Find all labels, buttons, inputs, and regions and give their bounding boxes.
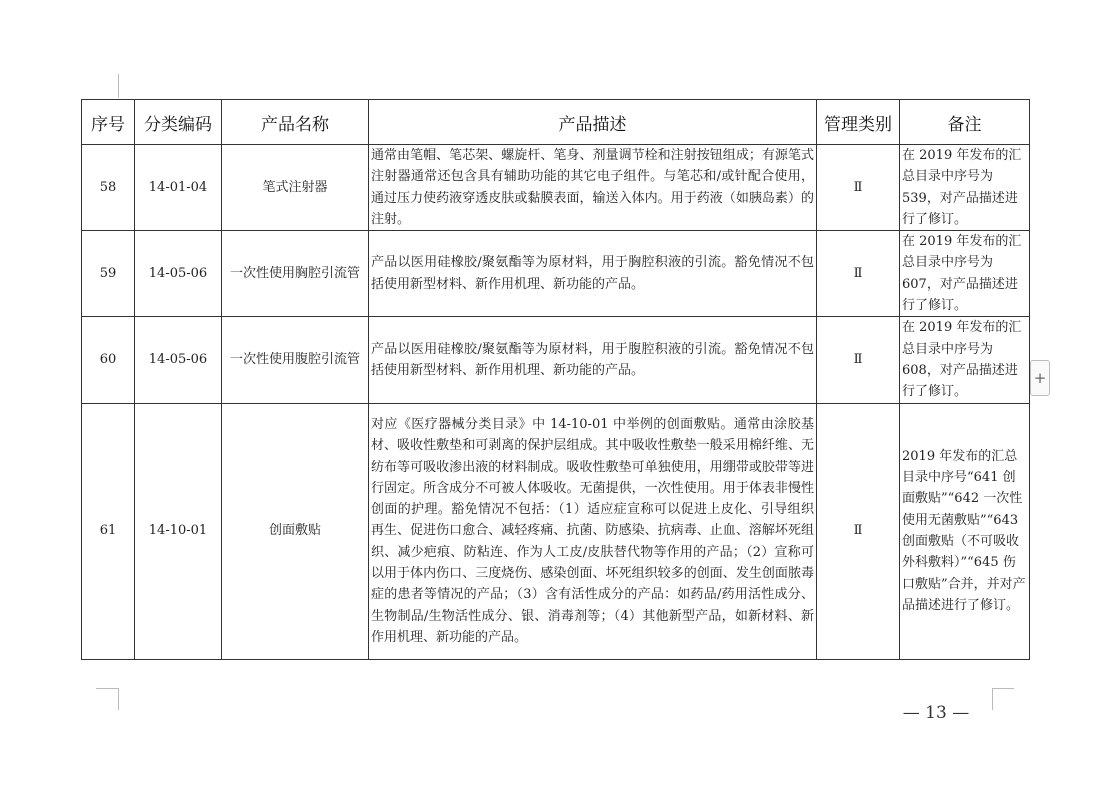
- cell-serial-no: 60: [82, 317, 135, 403]
- header-remarks: 备注: [900, 100, 1030, 145]
- cell-management-category: Ⅱ: [817, 317, 900, 403]
- cell-serial-no: 58: [82, 145, 135, 231]
- header-management-category: 管理类别: [817, 100, 900, 145]
- cell-management-category: Ⅱ: [817, 145, 900, 231]
- crop-mark-bottom-left-h: [96, 688, 118, 689]
- device-catalog-table: [81, 99, 1030, 660]
- header-serial-no: 序号: [82, 100, 135, 145]
- expand-plus-button[interactable]: +: [1030, 360, 1050, 396]
- crop-mark-bottom-right-h: [992, 688, 1014, 689]
- crop-mark-bottom-right-v: [992, 688, 993, 710]
- header-product-name: 产品名称: [222, 100, 369, 145]
- cell-class-code: 14-01-04: [135, 145, 222, 231]
- crop-mark-top-left: [118, 74, 119, 98]
- crop-mark-bottom-left-v: [118, 688, 119, 710]
- table-row: [82, 231, 1030, 317]
- cell-class-code: 14-10-01: [135, 403, 222, 659]
- cell-product-name: 创面敷贴: [222, 403, 369, 659]
- cell-product-name: 一次性使用腹腔引流管: [222, 317, 369, 403]
- cell-remarks: 在 2019 年发布的汇总目录中序号为 607，对产品描述进行了修订。: [900, 231, 1030, 317]
- cell-product-description: 通常由笔帽、笔芯架、螺旋杆、笔身、剂量调节栓和注射按钮组成；有源笔式注射器通常还包含具有辅助功能的其它电子组件。与笔芯和/或针配合使用，通过压力使药液穿透皮肤或黏膜表面，输送入体内。用于药液（如胰岛素）的注射。: [369, 145, 817, 231]
- page-number: — 13 —: [902, 703, 970, 723]
- table-row: [82, 403, 1030, 659]
- header-product-description: 产品描述: [369, 100, 817, 145]
- cell-product-description: 对应《医疗器械分类目录》中 14-10-01 中举例的创面敷贴。通常由涂胶基材、吸收性敷垫和可剥离的保护层组成。其中吸收性敷垫一般采用棉纤维、无纺布等可吸收渗出液的材料制成。吸收性敷垫可单独使用，用绷带或胶带等进行固定。所含成分不可被人体吸收。无菌提供，一次性使用。用于体表非慢性创面的护理。豁免情况不包括：（1）适应症宣称可以促进上皮化、引导组织再生、促进伤口愈合、减轻疼痛、抗菌、防感染、抗病毒、止血、溶解坏死组织、减少疤痕、防粘连、作为人工皮/皮肤替代物等作用的产品；（2）宣称可以用于体内伤口、三度烧伤、感染创面、坏死组织较多的创面、发生创面脓毒症的患者等情况的产品；（3）含有活性成分的产品：如药品/药用活性成分、生物制品/生物活性成分、银、消毒剂等；（4）其他新型产品，如新材料、新作用机理、新功能的产品。: [369, 403, 817, 659]
- cell-remarks: 在 2019 年发布的汇总目录中序号为 539，对产品描述进行了修订。: [900, 145, 1030, 231]
- table-row: [82, 317, 1030, 403]
- cell-serial-no: 61: [82, 403, 135, 659]
- table-header-row: [82, 100, 1030, 145]
- cell-product-name: 笔式注射器: [222, 145, 369, 231]
- cell-class-code: 14-05-06: [135, 317, 222, 403]
- cell-management-category: Ⅱ: [817, 231, 900, 317]
- cell-product-description: 产品以医用硅橡胶/聚氨酯等为原材料，用于腹腔积液的引流。豁免情况不包括使用新型材料、新作用机理、新功能的产品。: [369, 317, 817, 403]
- cell-management-category: Ⅱ: [817, 403, 900, 659]
- table-row: [82, 145, 1030, 231]
- cell-remarks: 2019 年发布的汇总目录中序号“641 创面敷贴”“642 一次性使用无菌敷贴”“643 创面敷贴（不可吸收外科敷料）”“645 伤口敷贴”合并，并对产品描述进行了修订。: [900, 403, 1030, 659]
- header-class-code: 分类编码: [135, 100, 222, 145]
- cell-product-name: 一次性使用胸腔引流管: [222, 231, 369, 317]
- cell-serial-no: 59: [82, 231, 135, 317]
- cell-class-code: 14-05-06: [135, 231, 222, 317]
- cell-remarks: 在 2019 年发布的汇总目录中序号为 608，对产品描述进行了修订。: [900, 317, 1030, 403]
- cell-product-description: 产品以医用硅橡胶/聚氨酯等为原材料，用于胸腔积液的引流。豁免情况不包括使用新型材料、新作用机理、新功能的产品。: [369, 231, 817, 317]
